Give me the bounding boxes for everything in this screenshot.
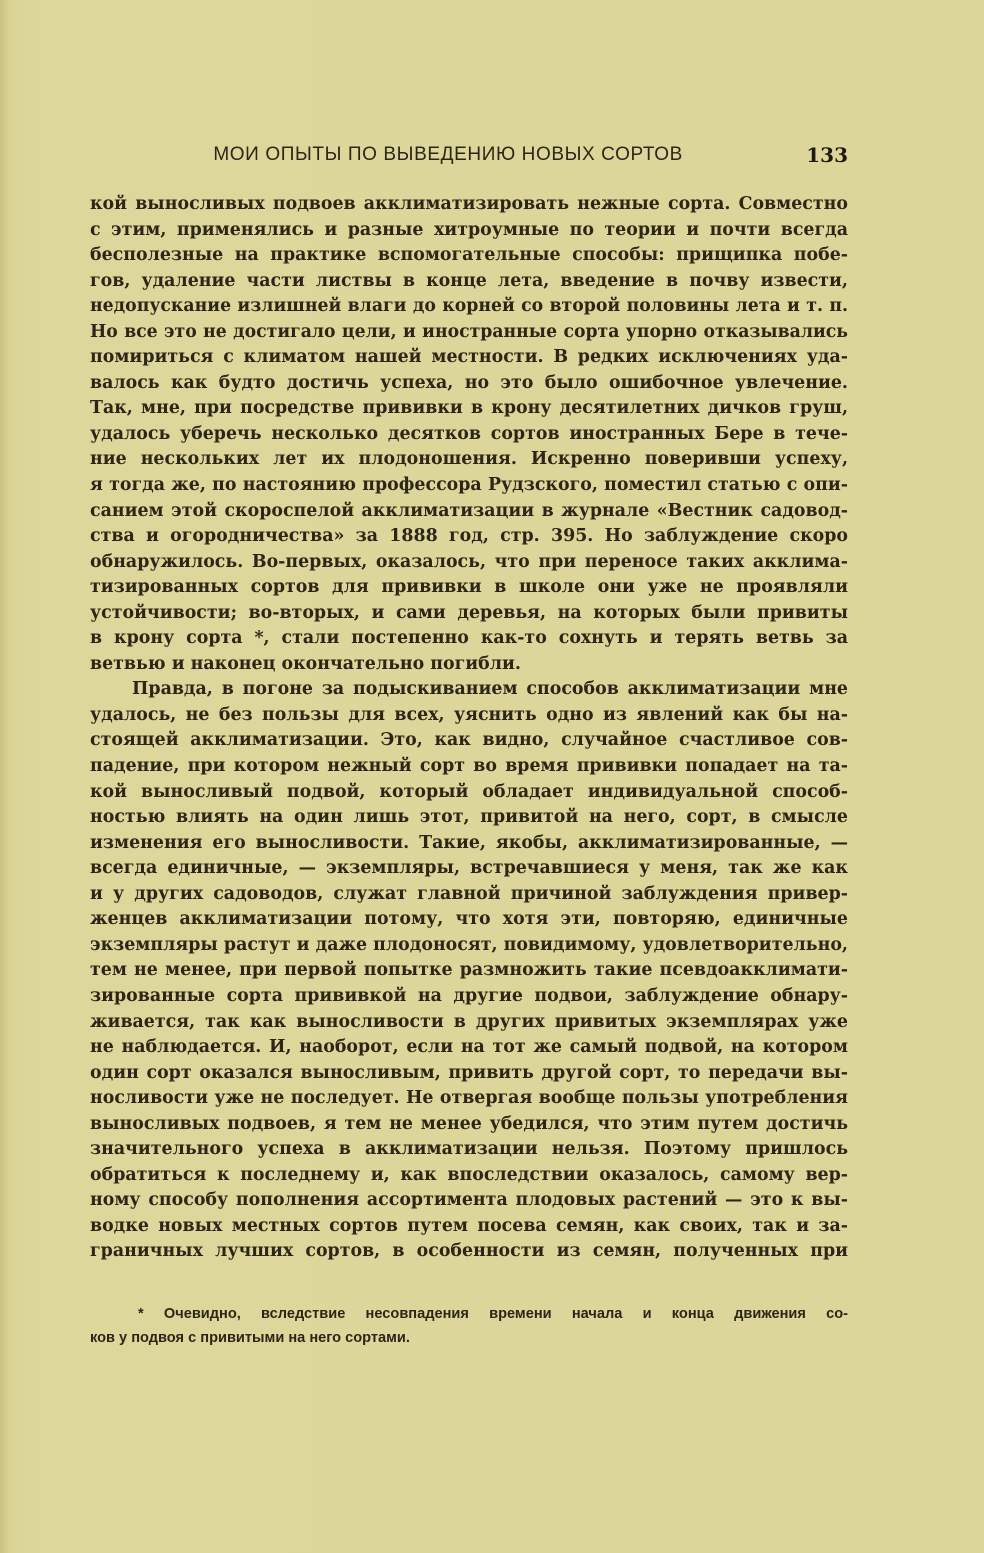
text-line: помириться с климатом нашей местности. В редких исключениях уда-	[90, 347, 848, 368]
text-line: изменения его выносливости. Такие, якобы, акклиматизированные, —	[90, 832, 848, 853]
text-line: граничных лучших сортов, в особенности из семян, полученных при	[90, 1241, 848, 1262]
text-line: кой выносливый подвой, который обладает индивидуальной способ-	[90, 781, 848, 802]
text-line: удалось уберечь несколько десятков сортов иностранных Бере в тече-	[90, 423, 848, 444]
text-line: Так, мне, при посредстве прививки в крону десятилетних дичков груш,	[90, 398, 848, 419]
footnote-line: * Очевидно, вследствие несовпадения времени начала и конца движения со-	[138, 1306, 848, 1322]
text-line: бесполезные на практике вспомогательные способы: прищипка побе-	[90, 245, 848, 266]
text-line: с этим, применялись и разные хитроумные по теории и почти всегда	[90, 219, 848, 240]
text-line: валось как будто достичь успеха, но это было ошибочное увлечение.	[90, 372, 848, 393]
text-line: зированные сорта прививкой на другие подвои, заблуждение обнару-	[90, 985, 848, 1006]
text-line: ностью влиять на один лишь этот, привитой на него, сорт, в смысле	[90, 807, 848, 828]
text-line: женцев акклиматизации потому, что хотя эти, повторяю, единичные	[90, 909, 848, 930]
text-line: гов, удаление части листвы в конце лета, введение в почву извести,	[90, 270, 848, 291]
page-header	[90, 140, 848, 170]
text-line: падение, при котором нежный сорт во время прививки попадает на та-	[90, 756, 848, 777]
text-line: ние нескольких лет их плодоношения. Искренно поверивши успеху,	[90, 449, 848, 470]
text-line: удалось, не без пользы для всех, уяснить одно из явлений как бы на-	[90, 704, 848, 725]
text-line: Правда, в погоне за подыскиванием способов акклиматизации мне	[132, 679, 848, 700]
text-line: не наблюдается. И, наоборот, если на тот же самый подвой, на котором	[90, 1037, 848, 1058]
text-line: устойчивости; во-вторых, и сами деревья, на которых были привиты	[90, 602, 848, 623]
paragraph-1	[90, 192, 848, 677]
text-line: значительного успеха в акклиматизации нельзя. Поэтому пришлось	[90, 1139, 848, 1160]
text-line: один сорт оказался выносливым, привить другой сорт, то передачи вы-	[90, 1062, 848, 1083]
text-line: ства и огородничества» за 1888 год, стр. 395. Но заблуждение скоро	[90, 526, 848, 547]
text-line: всегда единичные, — экземпляры, встречавшиеся у меня, так же как	[90, 858, 848, 879]
text-line: стоящей акклиматизации. Это, как видно, случайное счастливое сов-	[90, 730, 848, 751]
paragraph-2	[90, 677, 848, 1265]
text-line: тизированных сортов для прививки в школе они уже не проявляли	[90, 577, 848, 598]
text-line: экземпляры растут и даже плодоносят, повидимому, удовлетворительно,	[90, 934, 848, 955]
footnote	[90, 1302, 848, 1350]
text-line: обнаружилось. Во-первых, оказалось, что при переносе таких акклима-	[90, 551, 848, 572]
text-line: ному способу пополнения ассортимента плодовых растений — это к вы-	[90, 1190, 848, 1211]
text-line: водке новых местных сортов путем посева семян, как своих, так и за-	[90, 1215, 848, 1236]
running-title: МОИ ОПЫТЫ ПО ВЫВЕДЕНИЮ НОВЫХ СОРТОВ	[213, 144, 683, 165]
text-line: недопускание излишней влаги до корней со второй половины лета и т. п.	[90, 296, 848, 317]
page-number: 133	[806, 143, 848, 167]
text-line: и у других садоводов, служат главной причиной заблуждения привер-	[90, 883, 848, 904]
text-line: обратиться к последнему и, как впоследствии оказалось, самому вер-	[90, 1164, 848, 1185]
text-line: живается, так как выносливости в других привитых экземплярах уже	[90, 1011, 848, 1032]
text-line: тем не менее, при первой попытке размножить такие псевдоакклимати-	[90, 960, 848, 981]
text-line: носливости уже не последует. Не отвергая вообще пользы употребления	[90, 1088, 848, 1109]
text-line: санием этой скороспелой акклиматизации в журнале «Вестник садовод-	[90, 500, 848, 521]
text-line: выносливых подвоев, я тем не менее убедился, что этим путем достичь	[90, 1113, 848, 1134]
text-line: я тогда же, по настоянию профессора Рудзского, поместил статью с опи-	[90, 475, 848, 496]
text-line: ветвью и наконец окончательно погибли.	[90, 653, 521, 674]
body-text	[90, 192, 848, 1265]
footnote-line: ков у подвоя с привитыми на него сортами.	[90, 1330, 410, 1346]
text-line: Но все это не достигало цели, и иностранные сорта упорно отказывались	[90, 321, 848, 342]
text-line: кой выносливых подвоев акклиматизировать нежные сорта. Совместно	[90, 194, 848, 214]
text-line: в крону сорта *, стали постепенно как-то сохнуть и терять ветвь за	[90, 628, 848, 649]
